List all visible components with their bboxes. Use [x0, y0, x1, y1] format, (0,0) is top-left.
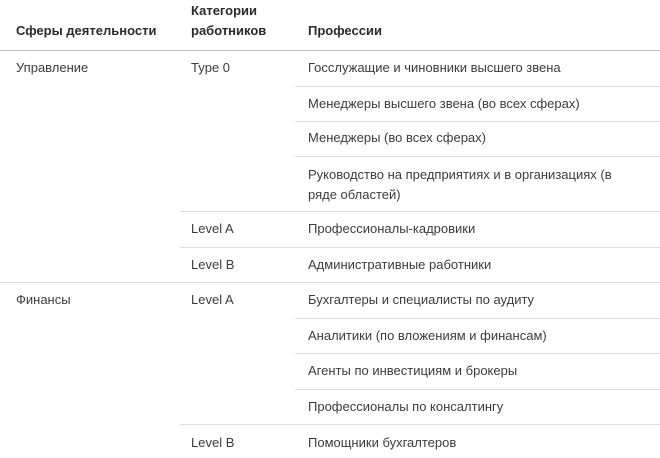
- row-category: Level A: [191, 292, 234, 307]
- row-category: Level A: [191, 221, 234, 236]
- header-sphere: Сферы деятельности: [16, 23, 157, 38]
- row-divider: [295, 121, 660, 122]
- row-profession: Помощники бухгалтеров: [308, 435, 457, 450]
- row-profession: Профессионалы-кадровики: [308, 221, 476, 236]
- row-profession: Менеджеры высшего звена (во всех сферах): [308, 96, 580, 111]
- row-sphere: Финансы: [16, 292, 71, 307]
- row-profession-line2: ряде областей): [308, 187, 401, 202]
- row-divider: [295, 389, 660, 390]
- row-category: Type 0: [191, 60, 231, 75]
- row-profession: Административные работники: [308, 257, 492, 272]
- row-divider: [180, 424, 660, 425]
- row-profession: Бухгалтеры и специалисты по аудиту: [308, 292, 535, 307]
- row-profession: Профессионалы по консалтингу: [308, 399, 504, 414]
- row-profession: Аналитики (по вложениям и финансам): [308, 328, 547, 343]
- header-profession: Профессии: [308, 23, 382, 38]
- row-profession: Менеджеры (во всех сферах): [308, 130, 486, 145]
- row-profession-line1: Руководство на предприятиях и в организациях (в: [308, 167, 612, 182]
- row-sphere: Управление: [16, 60, 89, 75]
- row-divider: [295, 86, 660, 87]
- header-category-line1: Категории: [191, 3, 258, 18]
- row-profession: Госслужащие и чиновники высшего звена: [308, 60, 561, 75]
- header-divider: [0, 50, 660, 51]
- row-divider: [295, 156, 660, 157]
- section-divider: [0, 282, 660, 283]
- row-divider: [180, 211, 660, 212]
- row-divider: [295, 353, 660, 354]
- header-category-line2: работников: [191, 23, 267, 38]
- row-divider: [180, 247, 660, 248]
- row-profession: Агенты по инвестициям и брокеры: [308, 363, 518, 378]
- row-divider: [295, 318, 660, 319]
- row-category: Level B: [191, 435, 235, 450]
- row-category: Level B: [191, 257, 235, 272]
